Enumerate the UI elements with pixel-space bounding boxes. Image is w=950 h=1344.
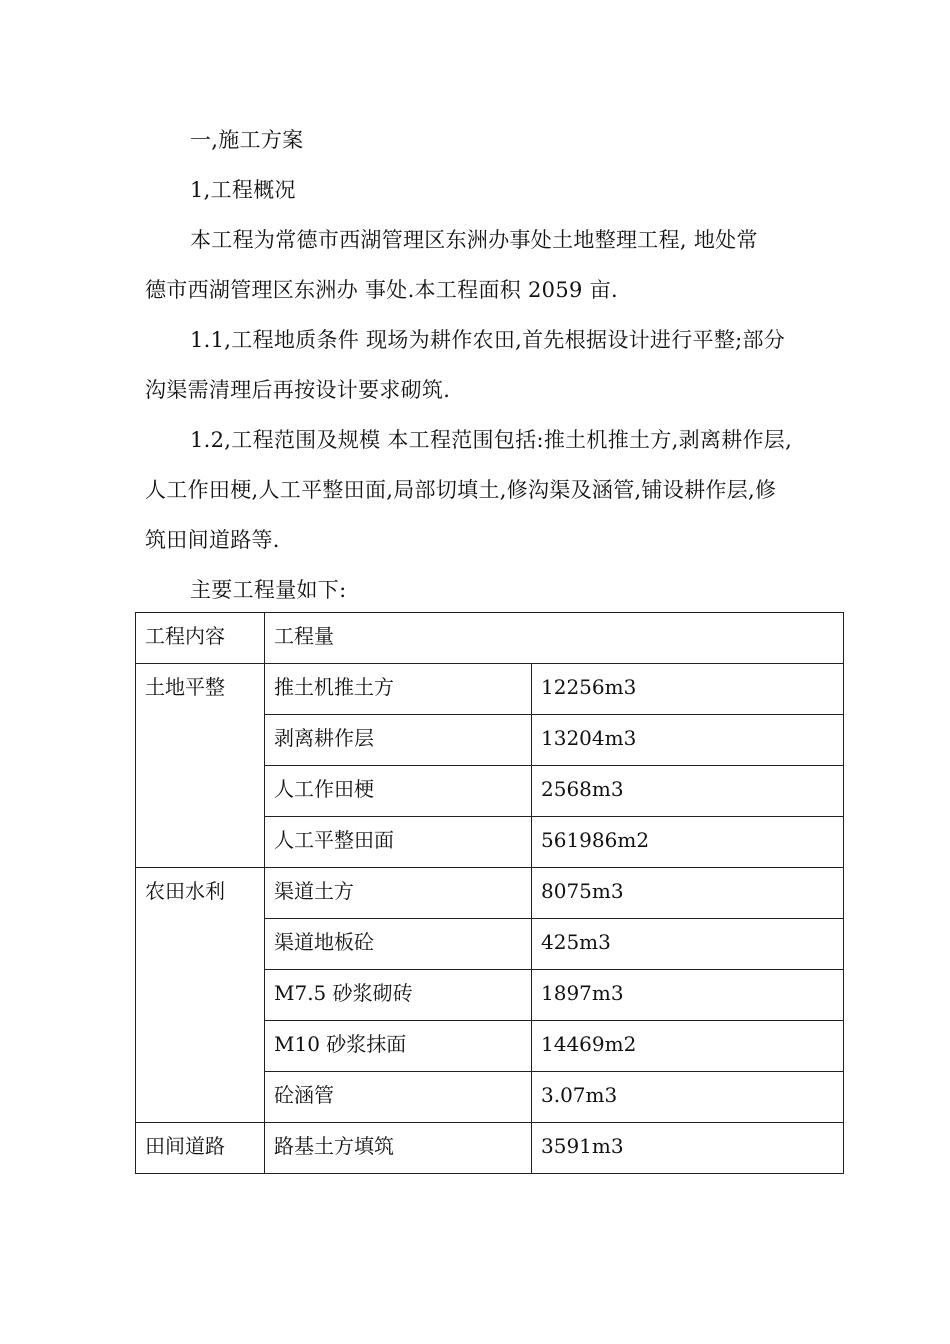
item-cell: M7.5 砂浆砌砖 bbox=[265, 970, 532, 1021]
subsection-title: 1,工程概况 bbox=[190, 178, 296, 202]
item-cell: 人工作田梗 bbox=[265, 766, 532, 817]
scope-line-3: 筑田间道路等. bbox=[145, 528, 280, 552]
scope-line-2: 人工作田梗,人工平整田面,局部切填土,修沟渠及涵管,铺设耕作层,修 bbox=[145, 478, 777, 502]
value-cell: 561986m2 bbox=[532, 817, 844, 868]
group-name-cell: 田间道路 bbox=[136, 1123, 265, 1174]
value-cell: 12256m3 bbox=[532, 664, 844, 715]
header-content-cell: 工程内容 bbox=[136, 613, 265, 664]
value-cell: 2568m3 bbox=[532, 766, 844, 817]
group-name-cell: 土地平整 bbox=[136, 664, 265, 868]
scope-line-1: 1.2,工程范围及规模 本工程范围包括:推土机推土方,剥离耕作层, bbox=[190, 428, 793, 452]
table-row bbox=[136, 1123, 844, 1174]
item-cell: 渠道土方 bbox=[265, 868, 532, 919]
value-cell: 3.07m3 bbox=[532, 1072, 844, 1123]
table-header-row bbox=[136, 613, 844, 664]
value-cell: 8075m3 bbox=[532, 868, 844, 919]
value-cell: 13204m3 bbox=[532, 715, 844, 766]
geology-line-1: 1.1,工程地质条件 现场为耕作农田,首先根据设计进行平整;部分 bbox=[190, 328, 786, 352]
table-row bbox=[136, 664, 844, 715]
value-cell: 3591m3 bbox=[532, 1123, 844, 1174]
section-heading: 一,施工方案 bbox=[190, 128, 304, 152]
header-quantity-cell: 工程量 bbox=[265, 613, 844, 664]
overview-line-1: 本工程为常德市西湖管理区东洲办事处土地整理工程, 地处常 bbox=[190, 228, 758, 252]
value-cell: 14469m2 bbox=[532, 1021, 844, 1072]
group-name-cell: 农田水利 bbox=[136, 868, 265, 1123]
value-cell: 425m3 bbox=[532, 919, 844, 970]
item-cell: 渠道地板砼 bbox=[265, 919, 532, 970]
table-intro: 主要工程量如下: bbox=[190, 578, 347, 602]
item-cell: 人工平整田面 bbox=[265, 817, 532, 868]
item-cell: 推土机推土方 bbox=[265, 664, 532, 715]
value-cell: 1897m3 bbox=[532, 970, 844, 1021]
item-cell: 剥离耕作层 bbox=[265, 715, 532, 766]
item-cell: 砼涵管 bbox=[265, 1072, 532, 1123]
quantity-table bbox=[135, 612, 844, 1174]
overview-line-2: 德市西湖管理区东洲办 事处.本工程面积 2059 亩. bbox=[145, 278, 618, 302]
geology-line-2: 沟渠需清理后再按设计要求砌筑. bbox=[145, 378, 451, 402]
table-row bbox=[136, 868, 844, 919]
item-cell: 路基土方填筑 bbox=[265, 1123, 532, 1174]
item-cell: M10 砂浆抹面 bbox=[265, 1021, 532, 1072]
